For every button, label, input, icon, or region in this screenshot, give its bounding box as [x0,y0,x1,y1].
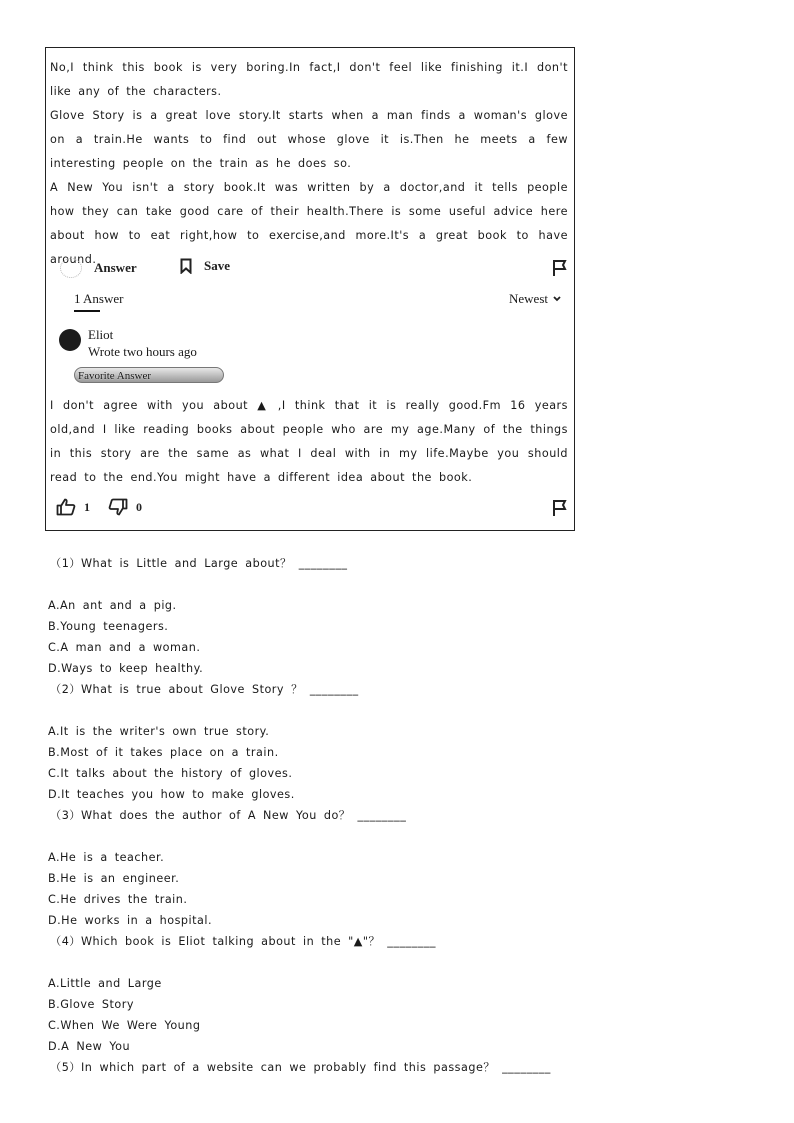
question-2-stem: （2）What is true about Glove Story ？ ________ [50,683,359,696]
sort-label: Newest [509,291,548,306]
thumbs-down-icon [108,498,128,516]
question-3-option-d: D.He works in a hospital. [48,914,213,927]
question-2-option-d: D.It teaches you how to make gloves. [48,788,295,801]
question-2-option-b: B.Most of it takes place on a train. [48,746,279,759]
flag-icon[interactable] [551,259,569,277]
question-1-option-b: B.Young teenagers. [48,620,169,633]
paragraph-1: No,I think this book is very boring.In fact,I don't feel like finishing it.I don't like any of the characters. [50,61,568,98]
report-flag-icon[interactable] [551,499,569,517]
answer-label: Answer [94,260,137,275]
author-name: Eliot [88,327,114,342]
question-4-option-b: B.Glove Story [48,998,134,1011]
answer-count-tab[interactable] [74,291,123,312]
like-button[interactable] [56,498,90,516]
passage-box [45,47,575,531]
question-2-option-c: C.It talks about the history of gloves. [48,767,293,780]
question-5-stem: （5）In which part of a website can we probably find this passage？ ________ [50,1061,551,1074]
chevron-down-icon [552,295,562,303]
favorite-badge: Favorite Answer [74,367,224,383]
question-3-stem: （3）What does the author of A New You do？ ________ [50,809,407,822]
question-3-option-a: A.He is a teacher. [48,851,165,864]
thumbs-up-icon [56,498,76,516]
question-1-option-c: C.A man and a woman. [48,641,201,654]
reply-meta [88,326,197,360]
answer-icon [60,258,82,278]
question-3-option-b: B.He is an engineer. [48,872,180,885]
reply-text: I don't agree with you about ▲ ,I think that it is really good.Fm 16 years old,and I like reading books about people who are my age.Many of the things in this story are the same as what I deal with in my life.Maybe you should read to the end.You might have a different idea about the book. [50,399,568,484]
question-list [48,553,748,1078]
answer-count-label: 1 Answer [74,291,124,306]
question-4-option-c: C.When We Were Young [48,1019,201,1032]
reply-time: Wrote two hours ago [88,344,197,359]
save-button[interactable] [180,258,230,274]
sort-dropdown[interactable] [509,291,562,307]
paragraph-2: Glove Story is a great love story.It starts when a man finds a woman's glove on a train.He wants to find out whose glove it is.Then he meets a few interesting people on the train as he does so. [50,109,568,170]
bookmark-icon [180,258,192,274]
avatar [59,329,81,351]
like-count: 1 [84,499,90,514]
dislike-button[interactable] [108,498,142,516]
question-1-option-a: A.An ant and a pig. [48,599,177,612]
question-4-stem: （4）Which book is Eliot talking about in the "▲"？ ________ [50,935,437,948]
answer-button[interactable] [60,258,137,278]
tab-underline [74,310,100,312]
question-4-option-a: A.Little and Large [48,977,162,990]
save-label: Save [204,258,230,273]
question-1-option-d: D.Ways to keep healthy. [48,662,204,675]
paragraph-3: A New You isn't a story book.It was written by a doctor,and it tells people how they can take good care of their health.There is some useful advice here about how to eat right,how to exercise,and more.It's a great book to have around. [50,181,568,266]
question-1-stem: （1）What is Little and Large about？ ________ [50,557,348,570]
dislike-count: 0 [136,499,142,514]
question-4-option-d: D.A New You [48,1040,131,1053]
question-3-option-c: C.He drives the train. [48,893,188,906]
question-2-option-a: A.It is the writer's own true story. [48,725,270,738]
